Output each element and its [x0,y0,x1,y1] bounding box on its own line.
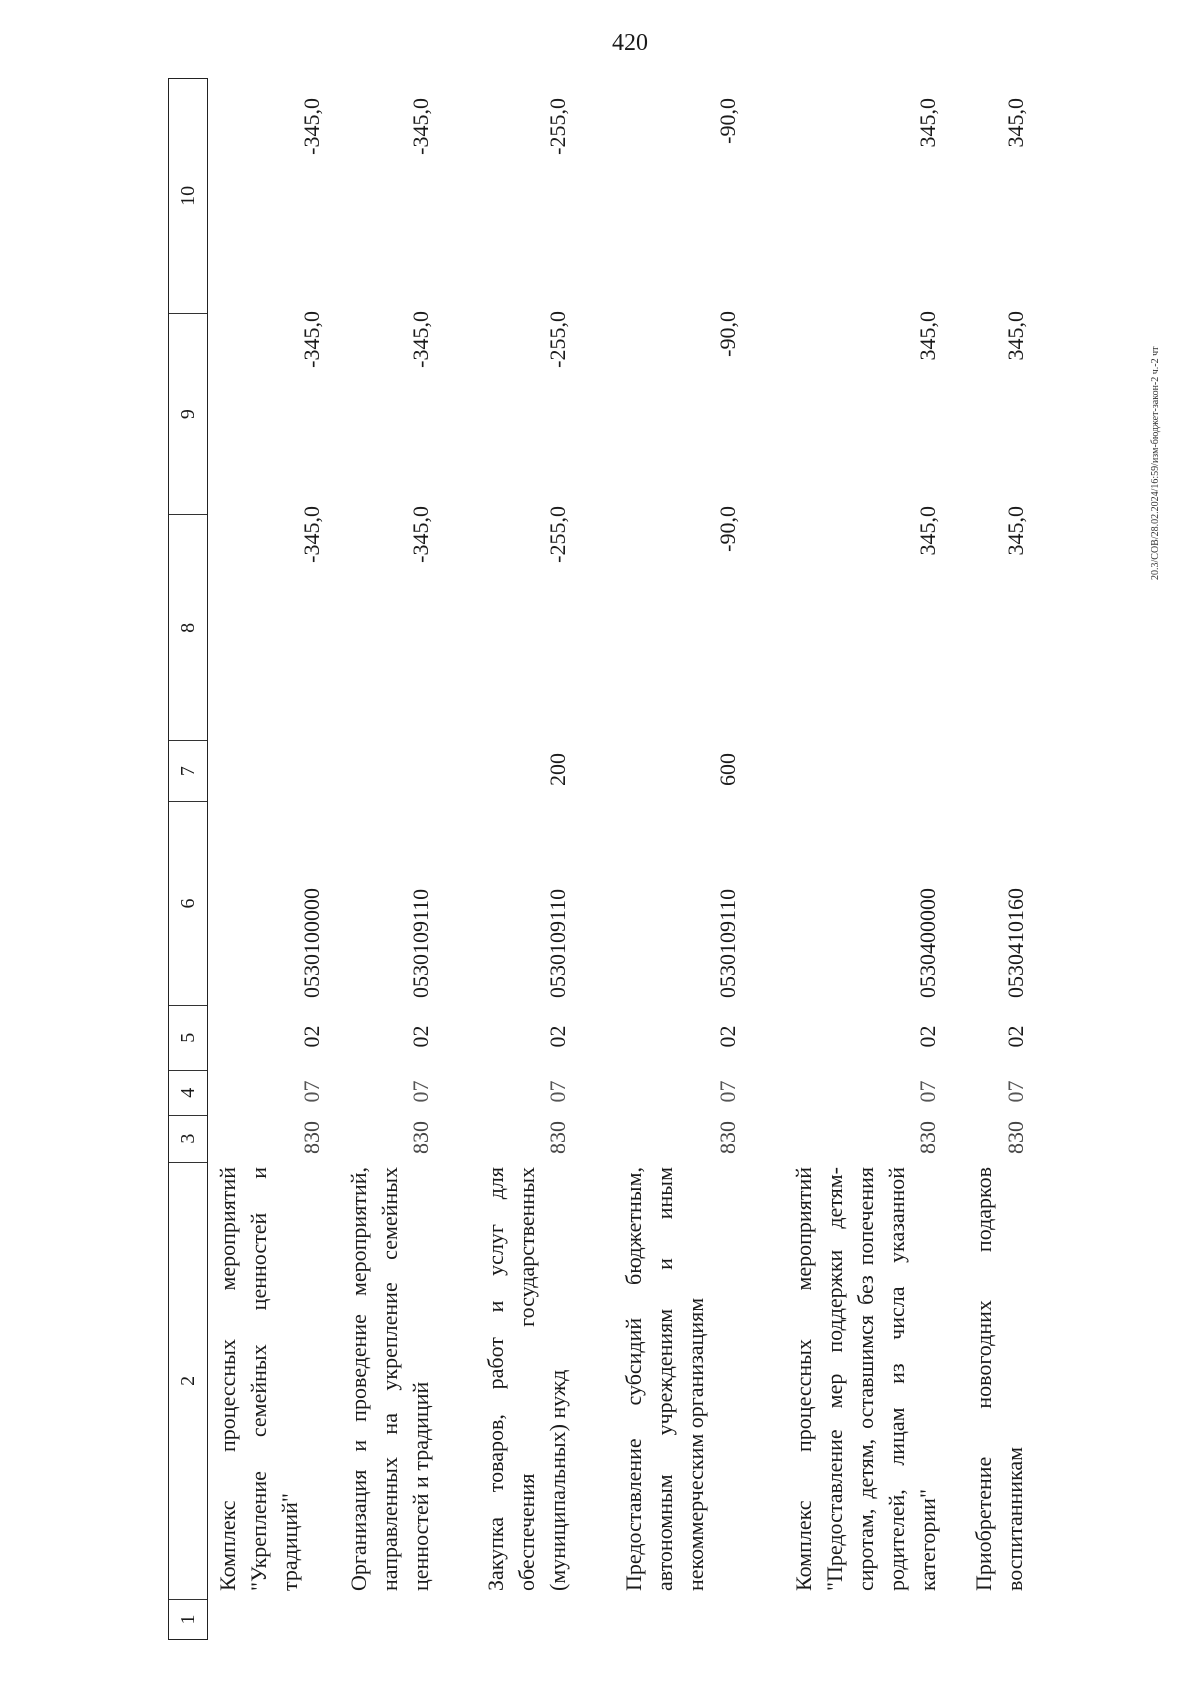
row-col-10: -345,0 [299,98,324,155]
row-col-3: 830 [715,1121,740,1154]
table-row [212,78,336,1640]
row-col-8: -345,0 [299,506,324,563]
row-col-10: 345,0 [915,98,940,148]
row-description: Приобретение новогодних подарков воспитанникам [971,1167,1027,1591]
row-description: Предоставление субсидий бюджетным, автономным учреждениям и иным некоммерческим организациям [621,1167,708,1591]
header-col-10: 10 [177,185,199,206]
row-col-6: 0530100000 [299,888,324,998]
budget-table [168,78,1048,1640]
row-col-9: -255,0 [545,311,570,368]
row-col-4: 07 [299,1080,324,1103]
row-col-10: -345,0 [408,98,433,155]
row-col-3: 830 [915,1121,940,1154]
row-col-7: 200 [545,753,570,786]
row-col-9: 345,0 [915,311,940,361]
row-description: Комплекс процессных мероприятий "Укрепление семейных ценностей и традиций" [215,1167,302,1591]
row-col-8: 345,0 [915,506,940,556]
header-col-6: 6 [169,801,207,1005]
row-col-6: 0530400000 [915,888,940,998]
table-row [618,78,750,1640]
row-col-9: -345,0 [299,311,324,368]
row-col-5: 02 [915,1025,940,1048]
row-col-3: 830 [299,1121,324,1154]
header-col-2: 2 [169,1162,207,1599]
row-description: Организация и проведение мероприятий, направленных на укрепление семейных ценностей и традиций [346,1167,433,1591]
table-row [343,78,443,1640]
header-col-3: 3 [169,1115,207,1162]
row-col-6: 0530109110 [408,888,433,998]
row-col-3: 830 [545,1121,570,1154]
row-col-8: -90,0 [715,506,740,552]
row-description: Комплекс процессных мероприятий "Предоставление мер поддержки детям-сиротам, детям, оставшимся без попечения родителей, лицам из числа указанной категории" [791,1167,940,1591]
row-col-9: 345,0 [1003,311,1028,361]
row-col-8: -255,0 [545,506,570,563]
row-col-10: 345,0 [1003,98,1028,148]
row-col-8: 345,0 [1003,506,1028,556]
row-col-10: -90,0 [715,98,740,144]
table-row [788,78,948,1640]
row-col-5: 02 [299,1025,324,1048]
header-col-8: 8 [169,514,207,740]
row-col-3: 830 [1003,1121,1028,1154]
header-col-7: 7 [169,740,207,801]
table-row [968,78,1036,1640]
row-col-4: 07 [545,1080,570,1103]
row-col-8: -345,0 [408,506,433,563]
table-header-row [168,78,208,1640]
row-description: Закупка товаров, работ и услуг для обеспечения государственных (муниципальных) нужд [483,1167,570,1591]
header-col-4: 4 [169,1070,207,1115]
row-col-6: 0530109110 [545,888,570,998]
header-col-1: 1 [169,1599,207,1639]
row-col-5: 02 [1003,1025,1028,1048]
row-col-4: 07 [715,1080,740,1103]
page-number: 420 [612,30,648,56]
row-col-3: 830 [408,1121,433,1154]
row-col-9: -345,0 [408,311,433,368]
row-col-4: 07 [1003,1080,1028,1103]
table-row [480,78,580,1640]
row-col-9: -90,0 [715,311,740,357]
row-col-5: 02 [408,1025,433,1048]
header-col-5: 5 [169,1005,207,1070]
document-footer-code: 20.3/СОВ/28.02.2024/16:59/изм-бюджет-закон-2 ч.-2 чт [1150,346,1161,580]
row-col-6: 0530410160 [1003,888,1028,998]
row-col-5: 02 [545,1025,570,1048]
row-col-7: 600 [715,753,740,786]
row-col-4: 07 [915,1080,940,1103]
row-col-4: 07 [408,1080,433,1103]
header-col-9: 9 [169,313,207,515]
row-col-6: 0530109110 [715,888,740,998]
row-col-5: 02 [715,1025,740,1048]
row-col-10: -255,0 [545,98,570,155]
